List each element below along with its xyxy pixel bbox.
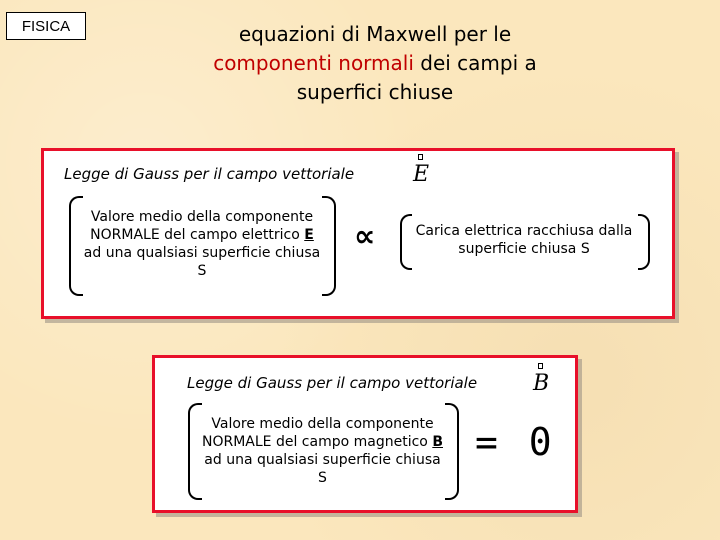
magnetic-bracket-close xyxy=(445,403,459,500)
electric-desc-symbol: E xyxy=(304,227,314,243)
electric-desc-pre: Valore medio della componente NORMALE del campo elettrico xyxy=(90,209,314,243)
title-line-2 xyxy=(170,49,580,78)
magnetic-field-vector-symbol xyxy=(533,371,549,396)
page-title xyxy=(170,20,580,107)
electric-field-letter: E xyxy=(413,162,430,187)
magnetic-desc-symbol: B xyxy=(432,434,443,450)
magnetic-field-letter: B xyxy=(533,371,550,396)
magnetic-desc-post: ad una qualsiasi superficie chiusa S xyxy=(204,452,441,486)
title-line-3: superfici chiuse xyxy=(296,80,454,104)
gauss-magnetic-box xyxy=(152,355,578,513)
gauss-electric-heading: Legge di Gauss per il campo vettoriale xyxy=(64,165,355,183)
title-highlight: componenti normali xyxy=(213,51,414,75)
gauss-electric-box xyxy=(41,148,675,319)
enclosed-charge-description: Carica elettrica racchiusa dalla superficie chiusa S xyxy=(415,223,633,257)
title-line-1: equazioni di Maxwell per le xyxy=(238,22,512,46)
proportional-symbol: ∝ xyxy=(354,219,376,254)
gauss-magnetic-heading: Legge di Gauss per il campo vettoriale xyxy=(187,374,478,392)
vector-arrow-icon xyxy=(418,154,423,160)
electric-field-vector-symbol xyxy=(413,162,429,187)
magnetic-desc-pre: Valore medio della componente NORMALE del campo magnetico xyxy=(202,416,434,450)
subject-badge: FISICA xyxy=(6,12,86,40)
vector-arrow-icon xyxy=(538,363,543,369)
title-line-2-rest: dei campi a xyxy=(413,51,537,75)
magnetic-field-description xyxy=(200,415,445,487)
right-bracket-close xyxy=(638,214,650,270)
electric-field-description xyxy=(82,208,322,280)
electric-desc-post: ad una qualsiasi superficie chiusa S xyxy=(83,245,321,279)
equals-zero: = 0 xyxy=(475,420,556,464)
left-bracket-close xyxy=(322,196,336,296)
left-bracket-open xyxy=(69,196,83,296)
